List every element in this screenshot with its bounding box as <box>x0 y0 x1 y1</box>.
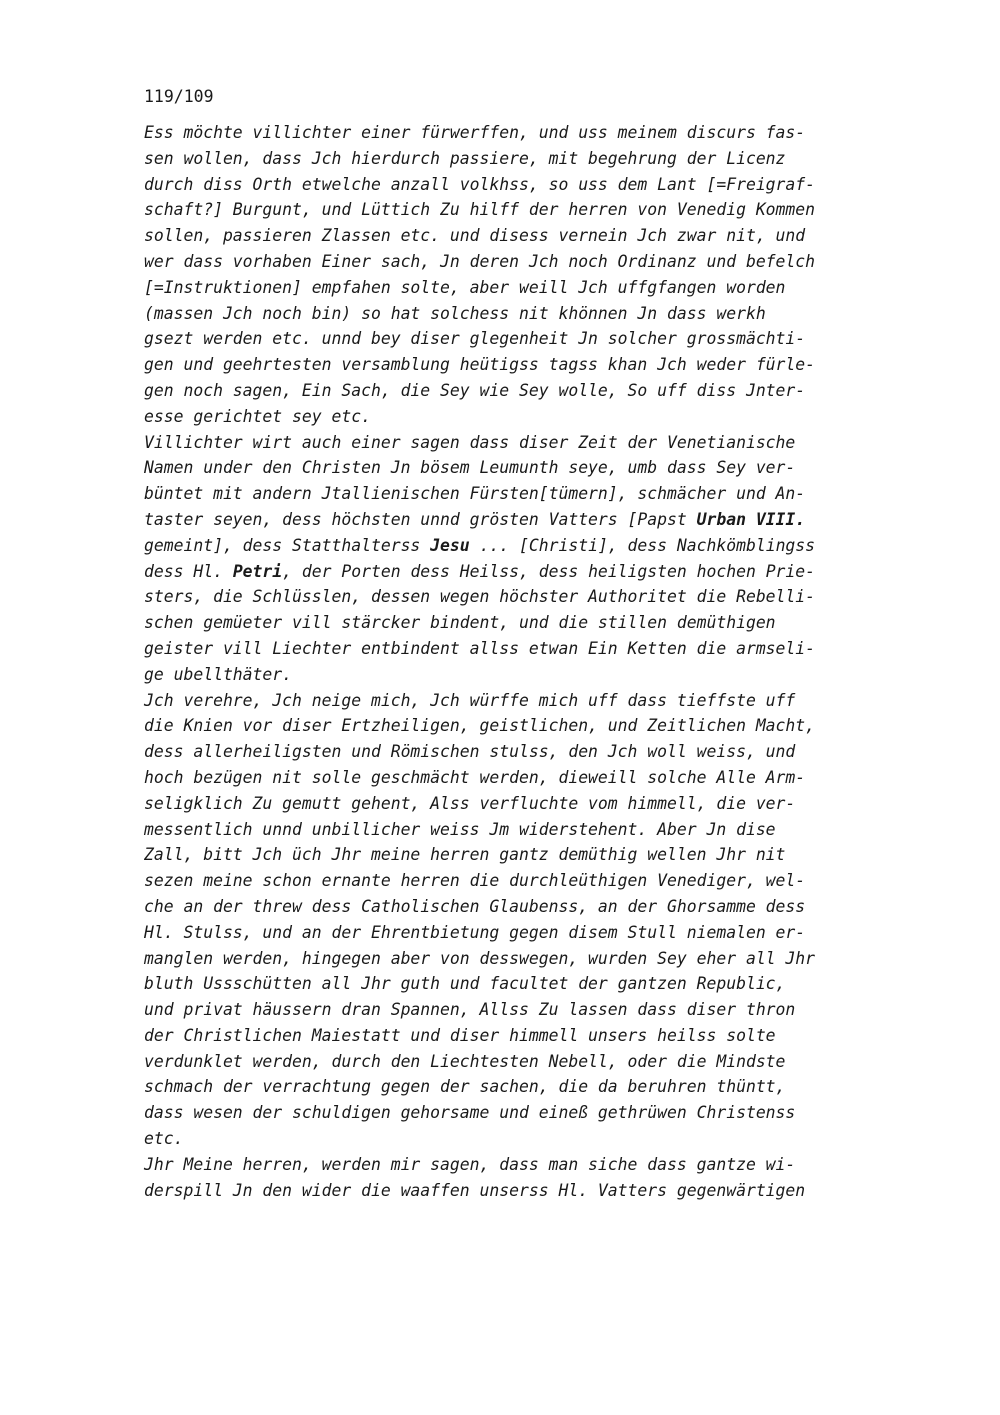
text-segment: Zall, bitt Jch üch Jhr meine herren gantz demüthig wellen Jhr nit <box>144 845 786 865</box>
text-segment: schaft?] Burgunt, und Lüttich Zu hilff der herren von Venedig Kommen <box>144 200 816 220</box>
text-line <box>144 997 924 1023</box>
text-line <box>144 301 924 327</box>
text-segment: Villichter wirt auch einer sagen dass diser Zeit der Venetianische <box>144 432 796 452</box>
text-line <box>144 610 924 636</box>
bold-name: Urban VIII. <box>696 509 806 529</box>
text-segment: geister vill Liechter entbindent allss etwan Ein Ketten die armseli- <box>144 638 816 658</box>
text-segment: ge ubellthäter. <box>144 664 293 684</box>
text-segment: durch diss Orth etwelche anzall volkhss, so uss dem Lant [=Freigraf- <box>144 174 816 194</box>
text-line <box>144 584 924 610</box>
text-segment: gen noch sagen, Ein Sach, die Sey wie Sey wolle, So uff diss Jnter- <box>144 380 806 400</box>
text-segment: messentlich unnd unbillicher weiss Jm widerstehent. Aber Jn dise <box>144 819 776 839</box>
text-line <box>144 1152 924 1178</box>
text-line <box>144 868 924 894</box>
text-line <box>144 662 924 688</box>
text-line <box>144 223 924 249</box>
text-line <box>144 404 924 430</box>
folio-number: 119/109 <box>144 87 214 106</box>
text-segment: und privat häussern dran Spannen, Allss Zu lassen dass diser thron <box>144 1000 796 1020</box>
text-line <box>144 430 924 456</box>
text-line <box>144 326 924 352</box>
text-segment: Ess möchte villichter einer fürwerffen, und uss meinem discurs fas- <box>144 123 806 142</box>
text-segment: dess Hl. <box>144 561 233 581</box>
text-line <box>144 352 924 378</box>
text-segment: wer dass vorhaben Einer sach, Jn deren Jch noch Ordinanz und befelch <box>144 251 816 271</box>
text-segment: ... [Christi], dess Nachkömblingss <box>469 535 816 555</box>
text-line <box>144 739 924 765</box>
text-segment: gemeint], dess Statthalterss <box>144 535 431 555</box>
text-segment: esse gerichtet sey etc. <box>144 406 371 426</box>
text-segment: Hl. Stulss, und an der Ehrentbietung gegen disem Stull niemalen er- <box>144 922 806 942</box>
text-segment: büntet mit andern Jtallienischen Fürsten[tümern], schmächer und An- <box>144 484 806 504</box>
text-segment: bluth Ussschütten all Jhr guth und facultet der gantzen Republic, <box>144 974 786 994</box>
text-segment: hoch bezügen nit solle geschmächt werden, dieweill solche Alle Arm- <box>144 767 806 787</box>
text-line <box>144 688 924 714</box>
text-line <box>144 1178 924 1204</box>
text-line <box>144 559 924 585</box>
text-line <box>144 275 924 301</box>
text-line <box>144 197 924 223</box>
text-line <box>144 765 924 791</box>
text-line <box>144 533 924 559</box>
text-line <box>144 120 924 146</box>
text-line <box>144 1023 924 1049</box>
text-segment: schmach der verrachtung gegen der sachen, die da beruhren thüntt, <box>144 1077 786 1097</box>
text-line <box>144 842 924 868</box>
text-segment: derspill Jn den wider die waaffen unserss Hl. Vatters gegenwärtigen <box>144 1180 806 1200</box>
text-segment: Jch verehre, Jch neige mich, Jch würffe mich uff dass tieffste uff <box>144 690 796 710</box>
text-line <box>144 1049 924 1075</box>
text-line <box>144 713 924 739</box>
text-line <box>144 481 924 507</box>
text-segment: gsezt werden etc. unnd bey diser glegenheit Jn solcher grossmächti- <box>144 329 806 349</box>
text-line <box>144 455 924 481</box>
text-line <box>144 1074 924 1100</box>
text-line <box>144 894 924 920</box>
text-line <box>144 172 924 198</box>
text-line <box>144 249 924 275</box>
text-segment: sezen meine schon ernante herren die durchleüthigen Venediger, wel- <box>144 871 806 891</box>
text-line <box>144 378 924 404</box>
text-segment: der Christlichen Maiestatt und diser himmell unsers heilss solte <box>144 1025 776 1045</box>
text-line <box>144 920 924 946</box>
text-line <box>144 1126 924 1152</box>
bold-name: Jesu <box>430 535 470 555</box>
text-segment: sollen, passieren Zlassen etc. und disess vernein Jch zwar nit, und <box>144 226 806 246</box>
text-segment: dass wesen der schuldigen gehorsame und eineß gethrüwen Christenss <box>144 1103 796 1123</box>
text-line <box>144 507 924 533</box>
text-segment: Jhr Meine herren, werden mir sagen, dass man siche dass gantze wi- <box>144 1154 796 1174</box>
text-segment: manglen werden, hingegen aber von desswegen, wurden Sey eher all Jhr <box>144 948 816 968</box>
text-segment: gen und geehrtesten versamblung heütigss tagss khan Jch weder fürle- <box>144 355 816 375</box>
text-line <box>144 946 924 972</box>
text-segment: taster seyen, dess höchsten unnd grösten Vatters [Papst <box>144 509 697 529</box>
text-segment: , der Porten dess Heilss, dess heiligsten hochen Prie- <box>282 561 816 581</box>
text-segment: etc. <box>144 1129 184 1149</box>
text-segment: [=Instruktionen] empfahen solte, aber weill Jch uffgfangen worden <box>144 277 786 297</box>
text-line <box>144 1100 924 1126</box>
text-segment: die Knien vor diser Ertzheiligen, geistlichen, und Zeitlichen Macht, <box>144 716 816 736</box>
text-line <box>144 971 924 997</box>
text-line <box>144 817 924 843</box>
text-segment: seligklich Zu gemutt gehent, Alss verfluchte vom himmell, die ver- <box>144 793 796 813</box>
text-segment: dess allerheiligsten und Römischen stulss, den Jch woll weiss, und <box>144 742 796 762</box>
text-line <box>144 791 924 817</box>
text-segment: sters, die Schlüsslen, dessen wegen höchster Authoritet die Rebelli- <box>144 587 816 607</box>
bold-name: Petri <box>232 561 283 581</box>
text-segment: verdunklet werden, durch den Liechtesten Nebell, oder die Mindste <box>144 1051 786 1071</box>
text-segment: sen wollen, dass Jch hierdurch passiere, mit begehrung der Licenz <box>144 148 786 168</box>
text-segment: che an der threw dess Catholischen Glaubenss, an der Ghorsamme dess <box>144 896 806 916</box>
text-segment: Namen under den Christen Jn bösem Leumunth seye, umb dass Sey ver- <box>144 458 796 478</box>
text-segment: schen gemüeter vill stärcker bindent, und die stillen demüthigen <box>144 613 776 633</box>
document-body <box>144 120 924 1203</box>
text-line <box>144 146 924 172</box>
text-line <box>144 636 924 662</box>
text-segment: (massen Jch noch bin) so hat solchess nit khönnen Jn dass werkh <box>144 303 766 323</box>
